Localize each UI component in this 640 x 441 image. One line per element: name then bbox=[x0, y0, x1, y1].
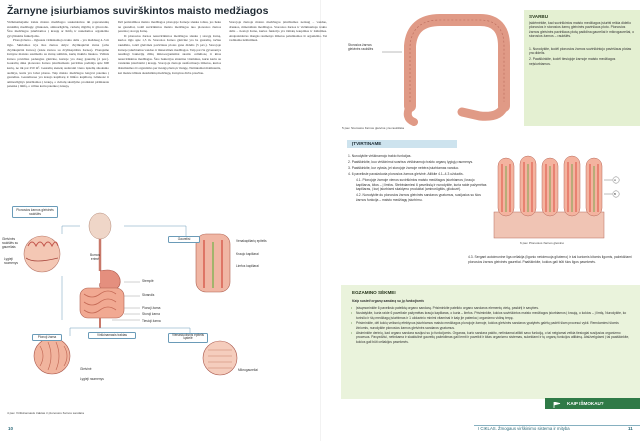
label-blood-capillaries: Kraujo kapiliarai bbox=[236, 252, 259, 256]
text-column-2 bbox=[118, 20, 221, 75]
label-lymph-capillaries: Limfos kapiliarai bbox=[236, 264, 259, 268]
task-item-4-3: 4.3. Sergant autoimunine liga celiakija (ligonio netoleruoja gliutemo) ir kai kuriomis kitomis ligomis, pažeidžiami plonosios žarnos gleivinės gaureliai. Paaiškinkite, kokios gali būti šios ligos pasekmės. bbox=[468, 255, 632, 264]
label-mouth: Burnos ertmė bbox=[89, 253, 101, 261]
page-number-right: 11 bbox=[628, 426, 633, 431]
label-box-folds: Plonosios žarnos gleivinės raukšlės bbox=[12, 206, 58, 218]
figure-caption-6: 6 pav. Plonosios žarnos gleivinė bbox=[520, 241, 564, 245]
list-item: 1. Nurodykite, kodėl plonosios žarnos suvirškintojo paviršiaus plotas yra didelis. bbox=[529, 46, 632, 56]
how-i-learned-button[interactable] bbox=[545, 398, 640, 409]
page-number-left: 10 bbox=[8, 426, 14, 431]
marker-a: A bbox=[614, 178, 617, 182]
label-esophagus: Stemplė bbox=[142, 279, 154, 283]
task-item: 3. Paaiškinkite, kur vyksta, jei storojoje žarnoje nebėra įsiurbiamas vanduo. bbox=[348, 166, 460, 170]
exam-success-subtitle: Kaip susieti organų sandarą su jų funkcijomis bbox=[352, 299, 424, 303]
head-illustration bbox=[89, 213, 111, 239]
important-box bbox=[524, 10, 640, 126]
label-box-villi: Gaurelisi bbox=[168, 236, 200, 243]
task-list bbox=[348, 154, 490, 204]
section-title-itvirtiname: ĮTVIRTINAME bbox=[352, 141, 382, 146]
figure-caption-4: 4 pav. Virškinamasis traktas ir plonosios žarnos sandara bbox=[7, 411, 84, 415]
list-item: • Atsiminkite derinių, kad organo sandara susijusi su jo funkcijomis. Organas, kurio sandara pakito, netinkamai atlikti savo funkciją, o tai neigiamai veikia tiesiogiai susijusius organizmo procesus. Pavyzdžiui, netinkama ir skaidulinė gaurelių pažeidimas gali lemti ir paveikti ir kitas organizmo sistemas, sukeldami ir tų organų funkcijos atlikimą. Atsižvelgdami į tai paaiškinkite, kokios gali būti celiakijos pasekmės. bbox=[352, 331, 632, 344]
digestive-diagram bbox=[0, 196, 330, 411]
villi-circle-illustration bbox=[24, 236, 60, 272]
label-stomach: Skrandis bbox=[142, 293, 155, 297]
label-small-intestine: Plonoji žarna bbox=[142, 306, 161, 310]
label-colon-folds: Storosios žarnos gleivinės raukšlės bbox=[348, 43, 374, 51]
paragraph: Storojoje žarnoje maisto medžiagos įsiurbiamos nedaug – vanduo, druskos, mineralinės medžiagos. Storosios žarnos ir virškinamojo trakto dalis – tiesioji žarna, kurios funkcija yra išmatų kaupimas ir šalinimas. Atsipalaidavus išangės raumenys išmatos pašalinamos iš organizmo. Tai vadinama tuštinimusi. bbox=[229, 20, 327, 43]
colon-illustration bbox=[340, 6, 520, 126]
important-text: Įsidėmėkite, kad suvirškintos maisto medžiagos įsiurbti reikia didelio plonosios ir storosios žarnų gleivinės paviršiaus ploto. Plonosios žarnos gleivinės paviršiaus plotą padidina gaureliai ir mikrogaureliai, o storosios žarnos – raukšlės. bbox=[529, 21, 634, 39]
list-item: • Įsisąmoninkite 6 paveikslo pateiktą organo sandarą. Prisiminkite pateikto organo sandaros elementų vietą, paskirtį ir savybes. bbox=[352, 306, 632, 310]
marker-b: B bbox=[614, 192, 617, 196]
label-microvilli: Mikrogaureliai bbox=[238, 368, 258, 372]
list-item: • Nustatykite, kuria raide 6 paveiksle pažymėtas kraujo kapiliaras, o kuria – limfos. Prisiminkite, kokios suvirškintos maisto medžiagos įsiurbiamos į kraują, o kokios – į limfą. Nurodykite, ko turinčio ir šių medžiagų įsiurbimas ir 1 uždavinio minimi vitaminai ir kaip jie patenka į organizmo vidinę terpę. bbox=[352, 311, 632, 320]
task-item: 4.2. Nurodykite du plonosios žarnos gleivinės sandaros ypatumus, susijusius su šios žarnos funkcija – maisto medžiagų įsiurbimu. bbox=[356, 193, 481, 202]
exam-success-list bbox=[352, 306, 632, 345]
important-questions bbox=[529, 47, 635, 67]
flag-icon bbox=[553, 401, 561, 407]
task-item: 2. Paaiškinkite, kuo virškinimui svarbus virškinamojo trakto organų lygiųjų raumenys. bbox=[348, 160, 474, 164]
paragraph: Dėl peristaltikos maisto medžiagos plonojoje žarnoje slenka toliau, jos lieka ne gaureliai, todėl suvirškintos maisto medžiagos nuo plonosios žarnos pereina į storąją žarną. bbox=[118, 20, 221, 34]
label-muscle-layer: Lygieji raumenys bbox=[80, 377, 104, 381]
how-i-learned-label: KAIP IŠMOKAU? bbox=[567, 401, 604, 406]
paragraph: Virškinamajame trakte maisto medžiagos suskaidomos iki paprastesnių struktūrų medžiagų: gliukozės, aminorūgščių, riebalų rūgščių ir glicerolio. Šios medžiagos įsiurbiamos į kraują ar limfą ir nunešamos organizmo gyvybinėms funkcijoms. bbox=[7, 20, 109, 38]
label-large-intestine: Storoji žarna bbox=[142, 312, 160, 316]
task-item: 1. Nurodykite virškinamojo trakto funkcijas. bbox=[348, 154, 412, 158]
text-column-1 bbox=[7, 20, 109, 89]
label-rectum: Tiesioji žarna bbox=[142, 319, 161, 323]
text-column-3 bbox=[229, 20, 327, 43]
important-title: SVARBU bbox=[529, 14, 549, 19]
label-mucosa-villi: Gleivinės raukšlės su gaureliais bbox=[2, 237, 19, 249]
paragraph: Plonoji žarna – ilgiausia virškinamojo trakto dalis – yra maždaug 4–5 m ilgio. Skiriamos trys šios žarnos dalys: dvylikapirštė žarna (arba dvylikapirštė žarnos) (tokie žarnos su dvylikapirštės žarnos). Plonajame žarnyne maistas susimaišo su žarnų sultimis, kurių išskiria liaukos. Vidinis žarnos paviršius padengtas gleivine, kurioje yra daug gaurelių (4 pav.). Gaurelių dėka plonosios žarnos įsiurbiamasis paviršius padidėja apie 600 kartų, ne tik pat 250 m². Gaurelių sienelę sudaranti vieno ląstelių sluoksnio audinys, kuris yra labai plonas. Taip maisto medžiagos lengvai patenka į gaurelius. Gaureliuose yra kraujo kapiliarų ir limfos kapiliarų. Gliukozė ir aminorūgštys įsiurbiamos į kraują, o riebalų skaidymo produktai pirmiausia patenka į limfą, o vėliau kartu patenka į kraują. bbox=[7, 38, 109, 89]
epithelium-circle bbox=[203, 341, 237, 375]
mucosa-illustration bbox=[492, 150, 622, 242]
task-item: 4. 6 paveiksle pavaizduota plonosios žarnos gleivinė. Atlikite 4.1–4.3 užduotis. bbox=[348, 172, 464, 176]
label-box-epithelium-cell: Vienasluoksnis epitelis ląstelė bbox=[168, 333, 208, 343]
label-box-small-intestine: Plonoji žarna bbox=[32, 334, 62, 341]
label-smooth-muscle: Lygieji raumenys bbox=[4, 257, 18, 265]
label-mucosa: Gleivinė bbox=[80, 367, 92, 371]
label-epithelium: Venakapiliarių epitelis bbox=[236, 239, 267, 243]
page-title: Žarnyne įsiurbiamos suvirškintos maisto medžiagos bbox=[7, 5, 269, 17]
list-item: 2. Paaiškinkite, kodėl tiesiojoje žarnoje maisto medžiagos neįsiurbiamos. bbox=[529, 57, 616, 66]
task-item: 4.1. Plonojoje žarnoje vienos suvirškintos maisto medžiagos įsiurbiamos į kraujo kapiliarus, kitos – į limfos. Stebėdamiesi 6 paveikslą ir nurodykite, kuria raide pažymėtas kapiliaras, į kurį įsiurbiami skaidymo produktai (aminorūgštis, gliukozė). bbox=[356, 178, 487, 191]
exam-success-title: EGZAMINO SĖKMEI bbox=[352, 290, 396, 295]
list-item: • Prisiminkite, dėl kokių veiksnių efektyvus įsiurbiamos maisto medžiagos plonojoje žarnoje, kokios gleivinės sandaros ypatybės galėtų padėti šiam procesui vykti. Remdamiesi šiomis žiniomis, nurodykite plonosios žarnos gleivinės sandaros ypatumus. bbox=[352, 321, 632, 330]
footer-chapter: I CIKLAS. Žmogaus virškinimo sistema ir mityba bbox=[478, 426, 570, 431]
figure-caption-5: 5 pav. Storosios žarnos gleivinė yra raukšlėta bbox=[342, 126, 405, 130]
small-intestine-circle bbox=[34, 338, 70, 374]
label-box-digestive-tract: Virškinamasis traktas bbox=[88, 332, 136, 339]
paragraph: Iš plonosios žarnos nesuvirškintos medžiagos slenka į storąją žarną, kurios ilgis apie 1,5 m. Storosios žarnos gleivinė yra be gaurelių, tačiau raukšlėta, todėl gleivinės paviršiaus plotas gana didelis (5 pav.). Storojoje žarnoje įsiurbiamas vanduo ir mineralinės medžiagos. Taip pat čia gyvenantys naudingi bakterijų rūšių mikroorganizmai skaido celiuliozę ir kitas nesuvirškintas medžiagas. Šios bakterijos sintetina vitaminus, kurie kartu su vandeniu įsiurbiami į kraują. Storojoje žarnoje susiformuoja išmatos, kurios išstumiamos iš organizmo per tiesiąją žarną ir išangę. Netinkamai maitinantis, kai maiste trūksta skaidulinių medžiagų, žarnynas dirba prasčiau. bbox=[118, 33, 221, 75]
